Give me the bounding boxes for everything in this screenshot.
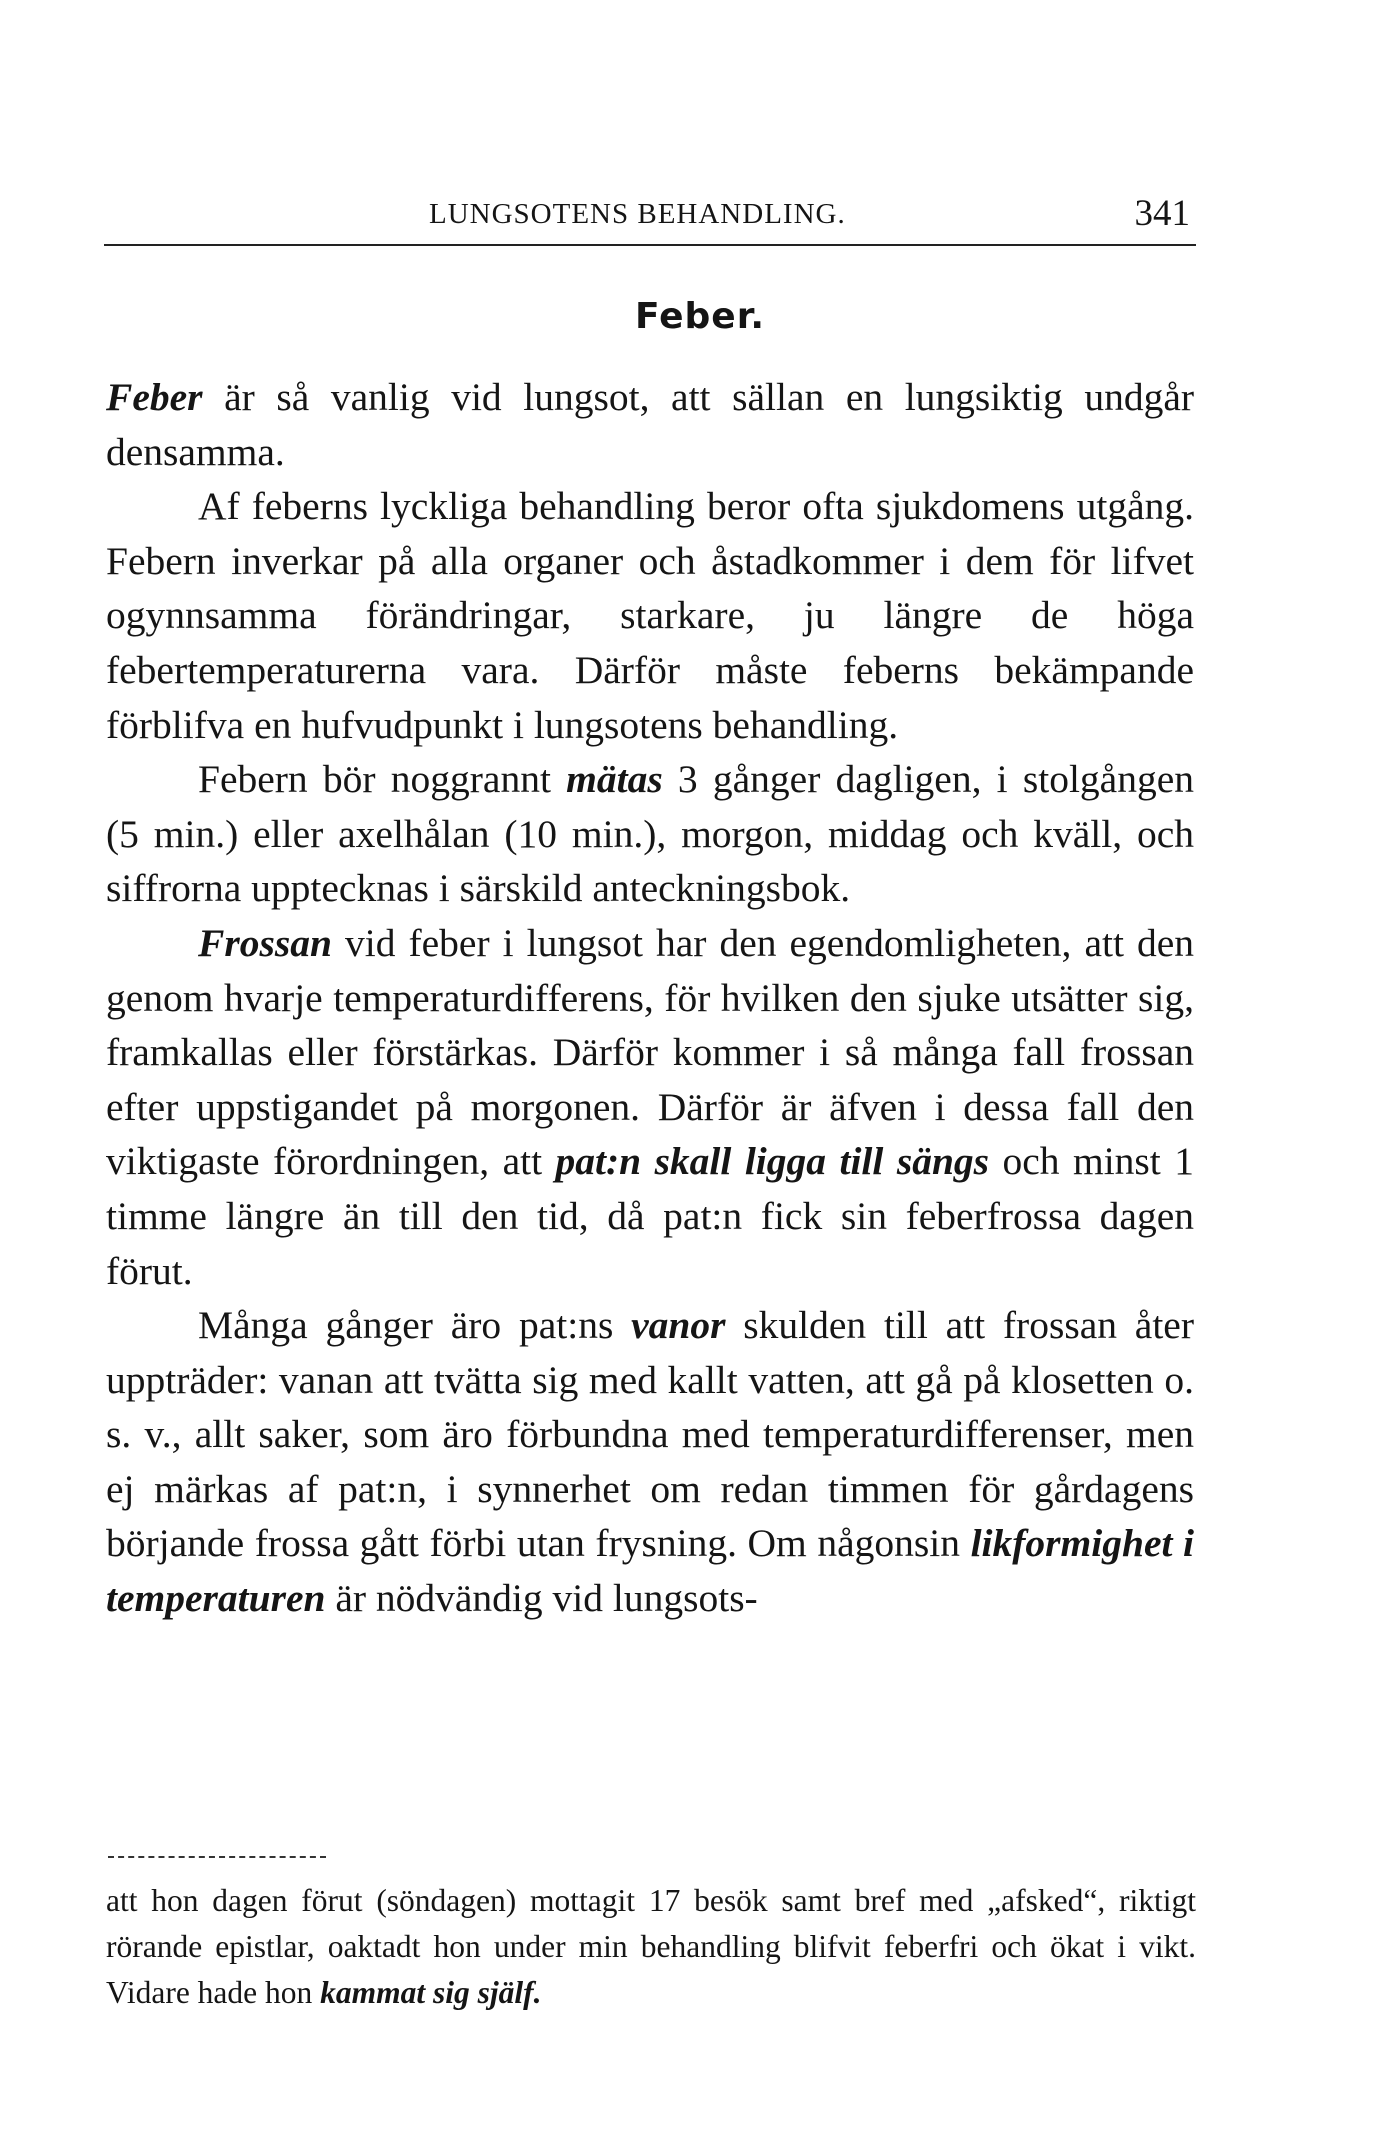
footnote-text [106, 1878, 1196, 2016]
emphasis-term: mätas [566, 757, 663, 802]
running-header [104, 192, 1196, 246]
footnote [106, 1878, 1196, 2016]
emphasis-term: likformighet i temperaturen [106, 1521, 1195, 1621]
paragraph [106, 370, 1194, 479]
section-heading: Feber. [634, 296, 766, 337]
emphasis-term: kammat sig själf. [320, 1975, 542, 2010]
paragraph [106, 479, 1194, 752]
text-run: är nödvändig vid lungsots- [325, 1576, 758, 1621]
text-run: 3 gånger dagligen, i stolgången (5 min.) eller axelhålan (10 min.), morgon, middag och kväll, och siffrorna upptecknas i särskild anteckningsbok. [106, 757, 1194, 911]
paragraph [106, 752, 1194, 916]
text-run: vid feber i lungsot har den egendomligheten, att den genom hvarje temperaturdifferens, för hvilken den sjuke utsätter sig, framkallas eller förstärkas. Därför kommer i så många fall frossan efter uppstigandet på morgonen. Därför är äfven i dessa fall den viktigaste förordningen, att [106, 920, 1194, 1184]
emphasis-term: vanor [631, 1303, 726, 1348]
page-number: 341 [1134, 193, 1190, 234]
paragraph [106, 1298, 1194, 1626]
paragraph [106, 916, 1194, 1298]
emphasis-term: Frossan [198, 920, 332, 965]
emphasis-term: Feber [106, 375, 203, 419]
running-title: LUNGSOTENS BEHANDLING. [429, 198, 846, 230]
text-run: skulden till att frossan åter uppträder: vanan att tvätta sig med kallt vatten, att gå på klosetten o. s. v., allt saker, som äro förbundna med temperaturdifferenser, men ej märkas af pat:n, i synnerhet om redan timmen för gårdagens börjande frossa gått förbi utan frysning. Om någonsin [106, 1303, 1194, 1566]
body-text [106, 370, 1194, 1626]
text-run: att hon dagen förut (söndagen) mottagit 17 besök samt bref med „afsked“, riktigt rörande epistlar, oaktadt hon under min behandling blifvit feberfri och ökat i vikt. Vidare hade hon [106, 1883, 1196, 2010]
text-run: och minst 1 timme längre än till den tid, då pat:n fick sin feberfrossa dagen förut. [106, 1139, 1194, 1293]
footnote-separator [108, 1856, 326, 1858]
text-run: Febern bör noggrannt [198, 757, 567, 802]
text-run: är så vanlig vid lungsot, att sällan en lungsiktig undgår densamma. [106, 375, 1194, 474]
text-run: Af feberns lyckliga behandling beror ofta sjukdomens utgång. Febern inverkar på alla organer och åstadkommer i dem för lifvet ogynnsamma förändringar, starkare, ju längre de höga febertemperaturerna vara. Därför måste feberns bekämpande förblifva en hufvudpunkt i lungsotens behandling. [106, 484, 1194, 747]
text-run: Många gånger äro pat:ns [198, 1303, 632, 1348]
emphasis-term: pat:n skall ligga till sängs [555, 1139, 990, 1184]
